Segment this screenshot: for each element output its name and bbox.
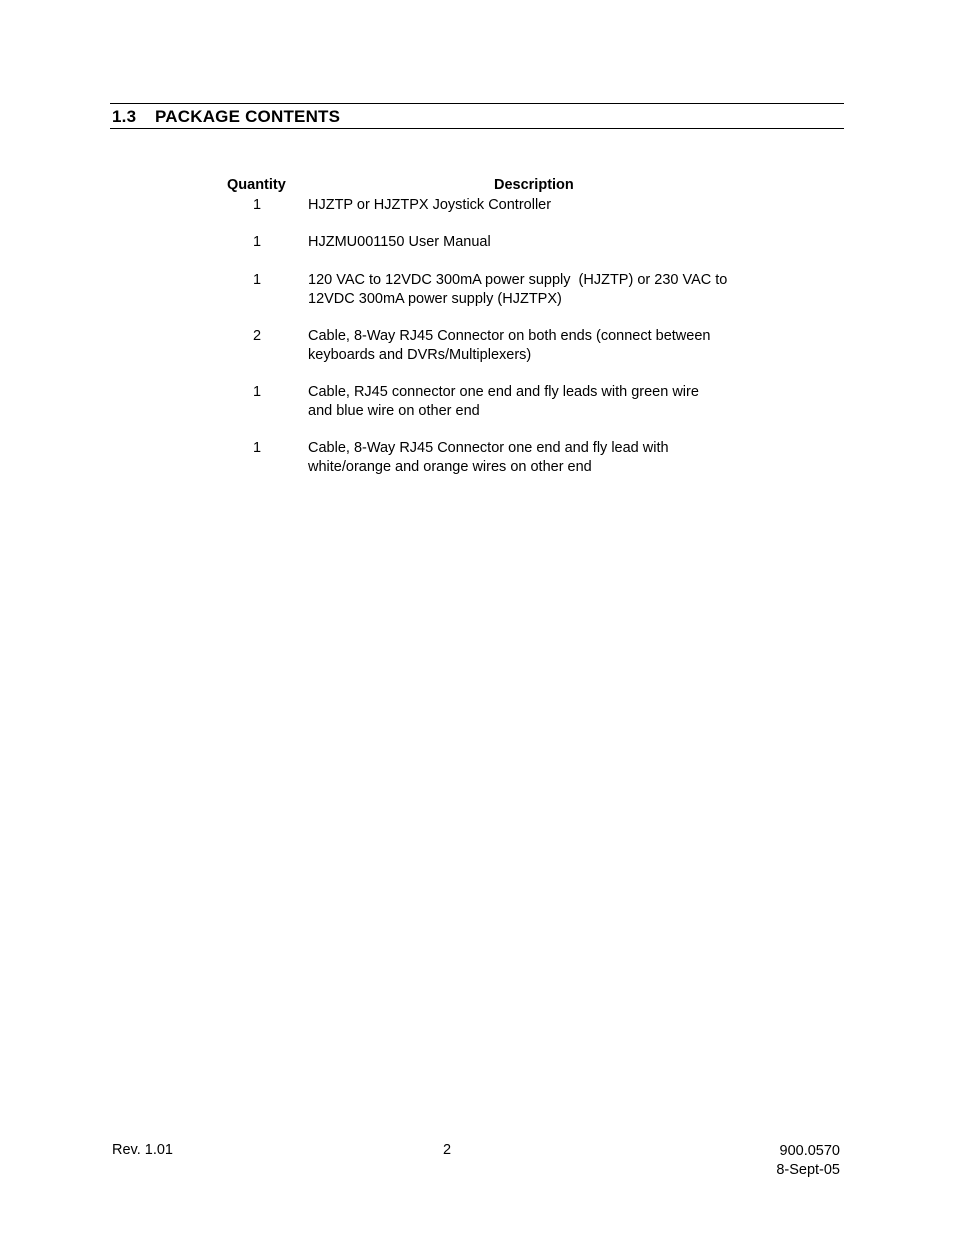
footer-page-number: 2 [443,1142,452,1158]
quantity-cell: 1 [253,440,262,456]
quantity-cell: 1 [253,384,262,400]
section-number: 1.3 [112,107,137,126]
description-cell [308,439,778,477]
description-line: Cable, 8-Way RJ45 Connector on both ends (connect between [308,328,711,344]
description-line: and blue wire on other end [308,403,480,419]
description-cell [308,271,778,309]
section-title: PACKAGE CONTENTS [155,107,341,126]
footer-revision: Rev. 1.01 [112,1142,173,1158]
quantity-column-header: Quantity [227,177,286,193]
footer-date: 8-Sept-05 [776,1162,840,1178]
description-column-header: Description [494,177,574,193]
description-line: white/orange and orange wires on other end [308,459,592,475]
quantity-cell: 1 [253,234,262,250]
quantity-cell: 1 [253,272,262,288]
description-line: Cable, 8-Way RJ45 Connector one end and fly lead with [308,440,669,456]
description-cell [308,383,778,421]
description-line: HJZTP or HJZTPX Joystick Controller [308,197,552,213]
description-cell [308,196,778,215]
footer-doc-number: 900.0570 [779,1143,840,1159]
description-line: keyboards and DVRs/Multiplexers) [308,347,532,363]
quantity-cell: 1 [253,197,262,213]
description-line: HJZMU001150 User Manual [308,234,491,250]
description-line: 12VDC 300mA power supply (HJZTPX) [308,291,562,307]
description-line: Cable, RJ45 connector one end and fly leads with green wire [308,384,699,400]
description-cell [308,327,778,365]
description-cell [308,233,778,252]
footer-doc-info [776,1142,840,1180]
description-line: 120 VAC to 12VDC 300mA power supply (HJZTP) or 230 VAC to [308,272,728,288]
section-header [110,103,844,129]
quantity-cell: 2 [253,328,262,344]
